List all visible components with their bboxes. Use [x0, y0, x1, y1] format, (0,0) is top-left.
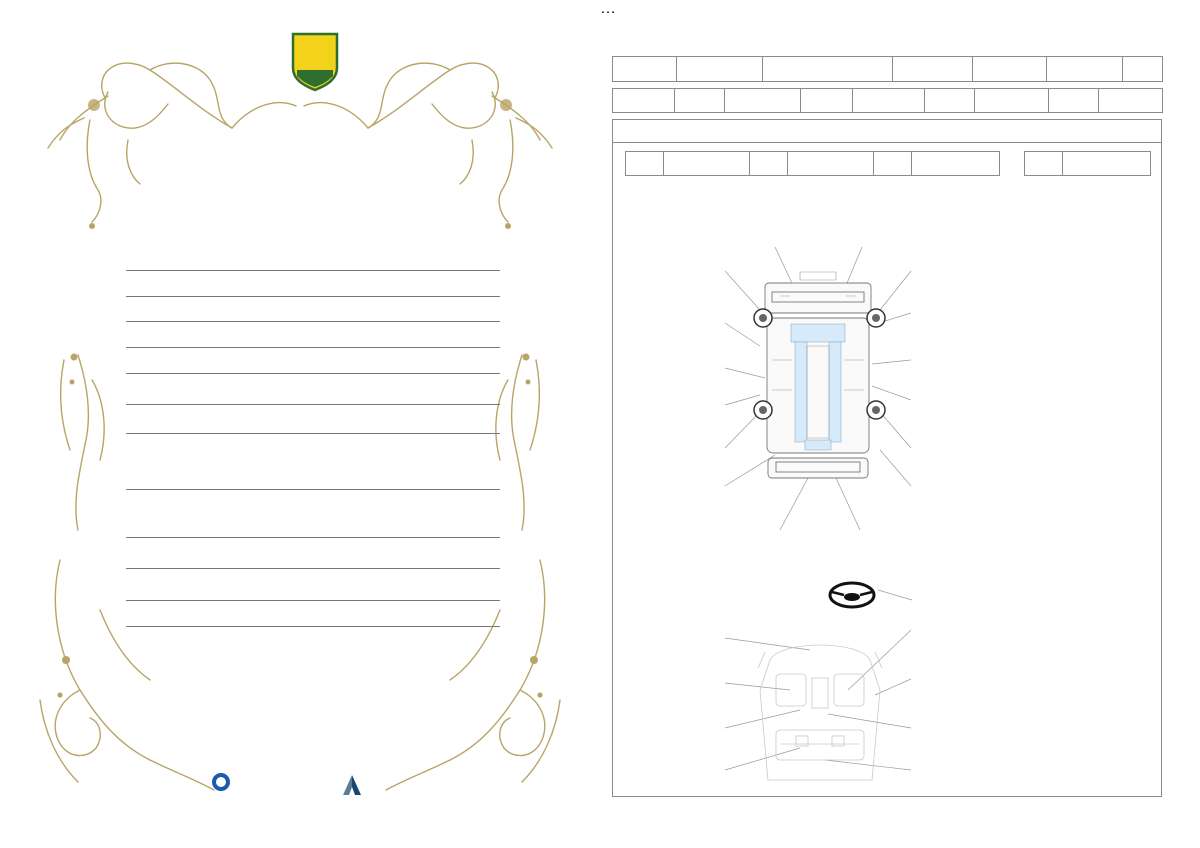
proto-logo [212, 771, 231, 795]
divider [126, 296, 500, 297]
engine-label [1049, 89, 1099, 113]
date-of-reinspection-label [893, 57, 973, 82]
note-of-conditions: … [600, 0, 1200, 848]
rating-label [613, 89, 675, 113]
legend-l-desc [912, 152, 1000, 176]
engine-value [1099, 89, 1163, 113]
date-table [612, 56, 1163, 82]
descriptions-heading [612, 119, 1162, 143]
divider [126, 433, 500, 434]
interior-label [801, 89, 853, 113]
legend-s-desc [664, 152, 750, 176]
divider [126, 537, 500, 538]
empty-cell [1047, 57, 1123, 82]
jaaa-logo [342, 774, 362, 799]
empty-cell [1123, 57, 1163, 82]
goo-kantei-badge-icon [287, 30, 343, 92]
empty-cell [973, 57, 1047, 82]
date-of-inspection-value [677, 57, 763, 82]
legend-few-desc [1063, 152, 1151, 176]
report-title [146, 104, 483, 154]
empty-cell [763, 57, 893, 82]
legend-few [1025, 152, 1063, 176]
divider [126, 373, 500, 374]
interior-stars [853, 89, 925, 113]
divider [126, 404, 500, 405]
legend-m-desc [788, 152, 874, 176]
proto-logo-icon [212, 773, 230, 791]
divider [126, 347, 500, 348]
frame-label [925, 89, 975, 113]
rating-table [612, 88, 1163, 113]
footer-logos [212, 768, 402, 802]
exterior-label [675, 89, 725, 113]
descriptions-panel [612, 119, 1162, 797]
divider [126, 600, 500, 601]
divider [126, 270, 500, 271]
frame-value [975, 89, 1049, 113]
legend-s [626, 152, 664, 176]
divider [126, 626, 500, 627]
legend-m [750, 152, 788, 176]
few-legend [1024, 151, 1151, 176]
exterior-stars [725, 89, 801, 113]
date-of-inspection-label [613, 57, 677, 82]
legend-l [874, 152, 912, 176]
divider [126, 321, 500, 322]
divider [126, 489, 500, 490]
jaaa-logo-icon [342, 774, 362, 796]
size-legend [625, 151, 1000, 176]
divider [126, 568, 500, 569]
